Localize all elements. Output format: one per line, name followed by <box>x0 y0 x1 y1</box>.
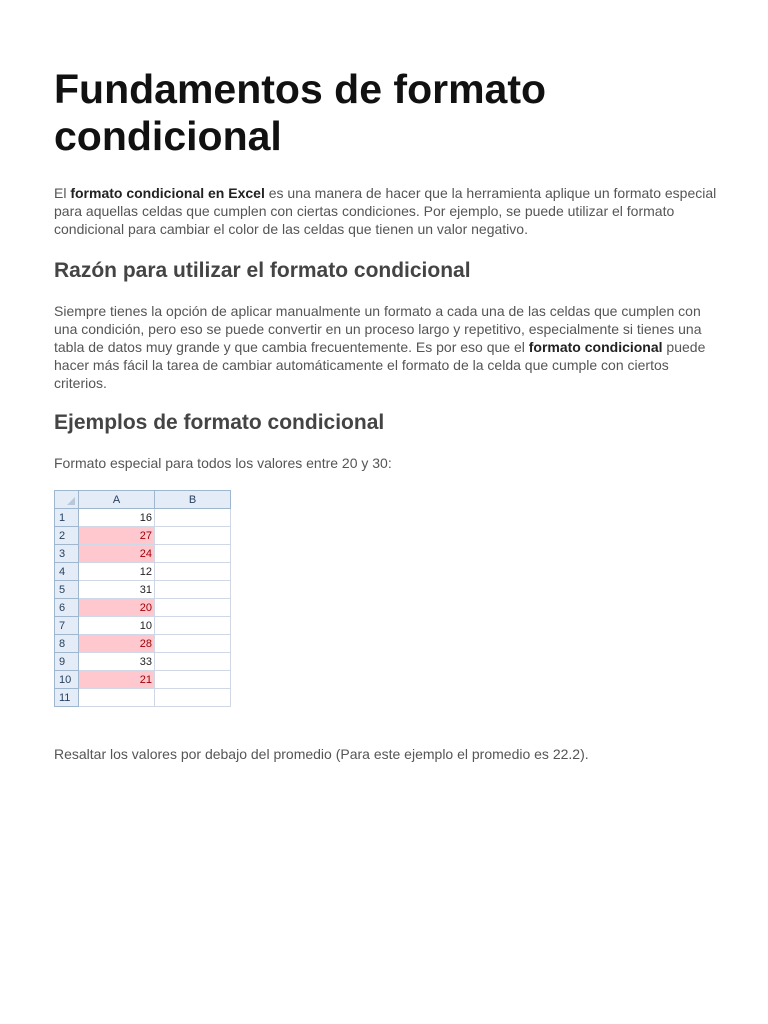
razon-suffix: puede hacer más fácil la tarea de cambiar automáticamente el formato de la celda que cumple con ciertos criterios. <box>54 339 706 391</box>
cell-b <box>155 617 231 635</box>
row-number: 3 <box>55 545 79 563</box>
cell-a-highlighted: 27 <box>79 527 155 545</box>
example2-caption: Resaltar los valores por debajo del promedio (Para este ejemplo el promedio es 22.2). <box>54 746 589 762</box>
row-number: 11 <box>55 689 79 707</box>
cell-b <box>155 527 231 545</box>
spreadsheet-example <box>54 490 231 707</box>
select-all-triangle-icon <box>67 497 75 505</box>
cell-b <box>155 563 231 581</box>
cell-a: 10 <box>79 617 155 635</box>
row-number: 6 <box>55 599 79 617</box>
cell-b <box>155 653 231 671</box>
cell-a: 33 <box>79 653 155 671</box>
cell-b <box>155 581 231 599</box>
cell-b <box>155 545 231 563</box>
section-heading-ejemplos: Ejemplos de formato condicional <box>54 411 385 434</box>
row-number: 4 <box>55 563 79 581</box>
table-row <box>55 617 231 635</box>
intro-suffix: es una manera de hacer que la herramienta aplique un formato especial para aquellas celdas que cumplen con ciertas condiciones. Por ejemplo, se puede utilizar el formato condicional para cambiar el color de las celdas que tienen un valor negativo. <box>54 185 717 237</box>
intro-paragraph <box>54 184 722 238</box>
razon-bold: formato condicional <box>528 339 663 355</box>
cell-b <box>155 635 231 653</box>
table-row <box>55 527 231 545</box>
cell-a: 16 <box>79 509 155 527</box>
select-all-corner <box>55 491 79 509</box>
razon-paragraph <box>54 302 722 392</box>
row-number: 8 <box>55 635 79 653</box>
cell-a-highlighted: 28 <box>79 635 155 653</box>
row-number: 7 <box>55 617 79 635</box>
cell-a-highlighted: 21 <box>79 671 155 689</box>
intro-bold: formato condicional en Excel <box>70 185 265 201</box>
row-number: 5 <box>55 581 79 599</box>
intro-prefix: El <box>54 185 71 201</box>
sheet-body <box>55 509 231 707</box>
cell-a: 12 <box>79 563 155 581</box>
cell-b <box>155 671 231 689</box>
row-number: 2 <box>55 527 79 545</box>
column-header-b: B <box>155 491 231 509</box>
row-number: 1 <box>55 509 79 527</box>
cell-b <box>155 599 231 617</box>
table-row <box>55 689 231 707</box>
sheet-header-row <box>55 491 231 509</box>
cell-b <box>155 689 231 707</box>
cell-a-highlighted: 20 <box>79 599 155 617</box>
table-row <box>55 653 231 671</box>
table-row <box>55 509 231 527</box>
table-row <box>55 671 231 689</box>
page-title: Fundamentos de formato condicional <box>54 66 547 159</box>
table-row <box>55 581 231 599</box>
cell-a <box>79 689 155 707</box>
column-header-a: A <box>79 491 155 509</box>
table-row <box>55 563 231 581</box>
section-heading-razon: Razón para utilizar el formato condicional <box>54 259 471 282</box>
row-number: 10 <box>55 671 79 689</box>
table-row <box>55 635 231 653</box>
razon-prefix: Siempre tienes la opción de aplicar manualmente un formato a cada una de las celdas que cumplen con una condición, pero eso se puede convertir en un proceso largo y repetitivo, especialmente si tienes una tabla de datos muy grande y que cambia frecuentemente. Es por eso que el <box>54 303 702 355</box>
table-row <box>55 599 231 617</box>
table-row <box>55 545 231 563</box>
cell-b <box>155 509 231 527</box>
cell-a: 31 <box>79 581 155 599</box>
cell-a-highlighted: 24 <box>79 545 155 563</box>
example1-caption: Formato especial para todos los valores entre 20 y 30: <box>54 455 392 471</box>
row-number: 9 <box>55 653 79 671</box>
